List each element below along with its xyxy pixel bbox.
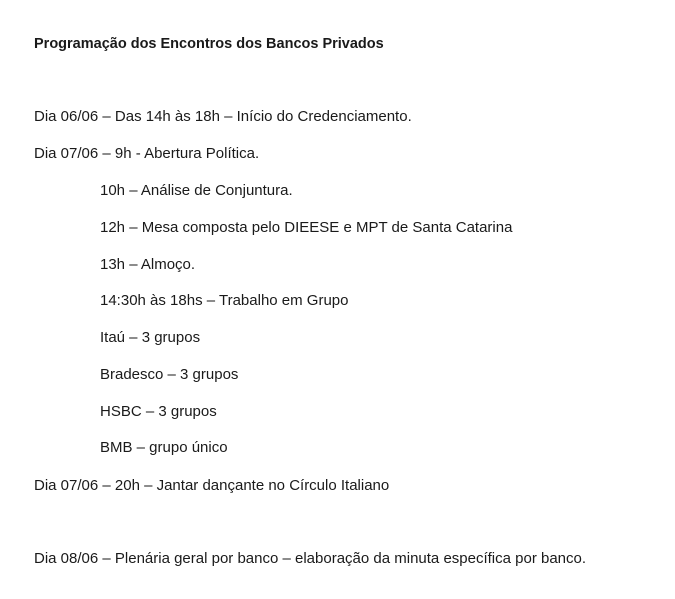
schedule-line-itau: Itaú – 3 grupos: [100, 329, 201, 346]
schedule-line-13h: 13h – Almoço.: [100, 256, 196, 273]
schedule-line-1430h: 14:30h às 18hs – Trabalho em Grupo: [100, 292, 349, 309]
schedule-line-12h: 12h – Mesa composta pelo DIEESE e MPT de Santa Catarina: [100, 219, 513, 236]
schedule-line-dinner: Dia 07/06 – 20h – Jantar dançante no Círculo Italiano: [34, 477, 390, 494]
schedule-line-bmb: BMB – grupo único: [100, 439, 228, 456]
schedule-line-day-0606: Dia 06/06 – Das 14h às 18h – Início do Credenciamento.: [34, 108, 412, 125]
document-title: Programação dos Encontros dos Bancos Privados: [34, 36, 384, 52]
schedule-line-day-0706: Dia 07/06 – 9h - Abertura Política.: [34, 145, 260, 162]
schedule-line-day-0806: Dia 08/06 – Plenária geral por banco – elaboração da minuta específica por banco.: [34, 550, 587, 567]
schedule-line-10h: 10h – Análise de Conjuntura.: [100, 182, 293, 199]
schedule-line-hsbc: HSBC – 3 grupos: [100, 403, 217, 420]
schedule-line-bradesco: Bradesco – 3 grupos: [100, 366, 239, 383]
